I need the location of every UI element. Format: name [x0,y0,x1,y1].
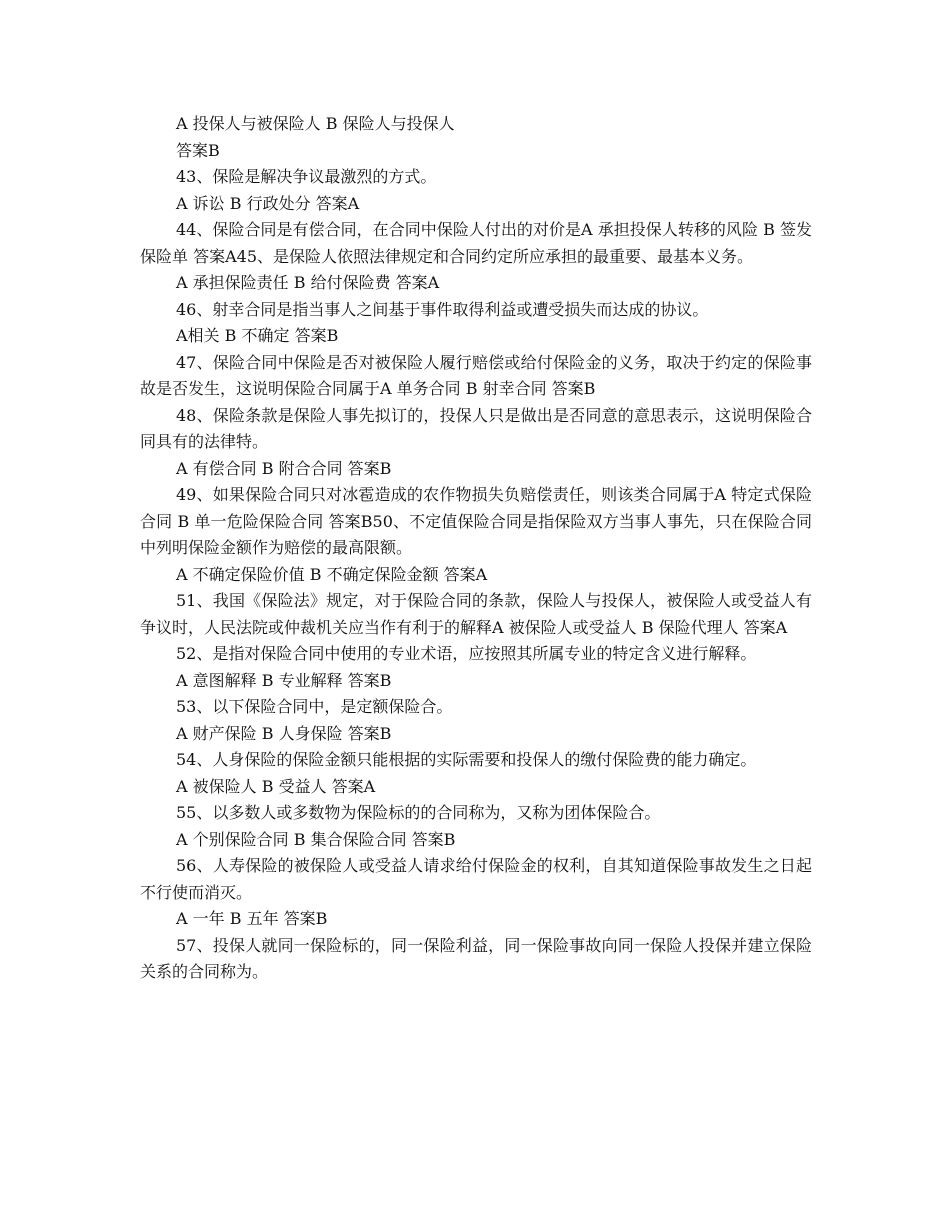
paragraph-question-49-50: 49、如果保险合同只对冰雹造成的农作物损失负赔偿责任，则该类合同属于A 特定式保险合同 B 单一危险保险合同 答案B50、不定值保险合同是指保险双方当事人事先，只在保险合同中列明保险金额作为赔偿的最高限额。 [140,485,812,557]
paragraph-question-48: 48、保险条款是保险人事先拟订的，投保人只是做出是否同意的意思表示，这说明保险合同具有的法律特。 [140,405,812,451]
paragraph-question-46: 46、射幸合同是指当事人之间基于事件取得利益或遭受损失而达成的协议。 [176,299,709,319]
paragraph-options-50: A 不确定保险价值 B 不确定保险金额 答案A [176,564,488,584]
paragraph-options-42: A 投保人与被保险人 B 保险人与投保人 [176,114,455,133]
paragraph-options-43: A 诉讼 B 行政处分 答案A [176,193,360,213]
document-body [140,111,812,986]
paragraph-question-51: 51、我国《保险法》规定，对于保险合同的条款，保险人与投保人，被保险人或受益人有争议时，人民法院或仲裁机关应当作有利于的解释A 被保险人或受益人 B 保险代理人 答案A [140,591,812,637]
paragraph-question-44-45: 44、保险合同是有偿合同，在合同中保险人付出的对价是A 承担投保人转移的风险 B 签发保险单 答案A45、是保险人依照法律规定和合同约定所应承担的最重要、最基本义务。 [140,220,812,266]
paragraph-options-53: A 财产保险 B 人身保险 答案B [176,723,392,743]
paragraph-options-45: A 承担保险责任 B 给付保险费 答案A [176,273,440,292]
paragraph-question-43: 43、保险是解决争议最激烈的方式。 [176,167,437,186]
paragraph-options-54: A 被保险人 B 受益人 答案A [176,776,376,796]
paragraph-options-55: A 个别保险合同 B 集合保险合同 答案B [176,829,456,849]
paragraph-question-57: 57、投保人就同一保险标的，同一保险利益，同一保险事故向同一保险人投保并建立保险关系的合同称为。 [140,935,812,981]
paragraph-question-53: 53、以下保险合同中，是定额保险合。 [176,697,453,716]
paragraph-options-52: A 意图解释 B 专业解释 答案B [176,670,392,690]
paragraph-question-56: 56、人寿保险的被保险人或受益人请求给付保险金的权利，自其知道保险事故发生之日起不行使而消灭。 [140,856,812,902]
paragraph-question-54: 54、人身保险的保险金额只能根据的实际需要和投保人的缴付保险费的能力确定。 [176,750,757,769]
paragraph-question-52: 52、是指对保险合同中使用的专业术语，应按照其所属专业的特定含义进行解释。 [176,644,757,663]
paragraph-question-47: 47、保险合同中保险是否对被保险人履行赔偿或给付保险金的义务，取决于约定的保险事故是否发生，这说明保险合同属于A 单务合同 B 射幸合同 答案B [140,352,812,398]
paragraph-options-56: A 一年 B 五年 答案B [176,909,328,928]
paragraph-question-55: 55、以多数人或多数物为保险标的的合同称为，又称为团体保险合。 [176,803,661,822]
paragraph-options-46: A相关 B 不确定 答案B [176,326,339,345]
paragraph-options-48: A 有偿合同 B 附合合同 答案B [176,458,392,478]
paragraph-answer-42: 答案B [176,140,220,160]
